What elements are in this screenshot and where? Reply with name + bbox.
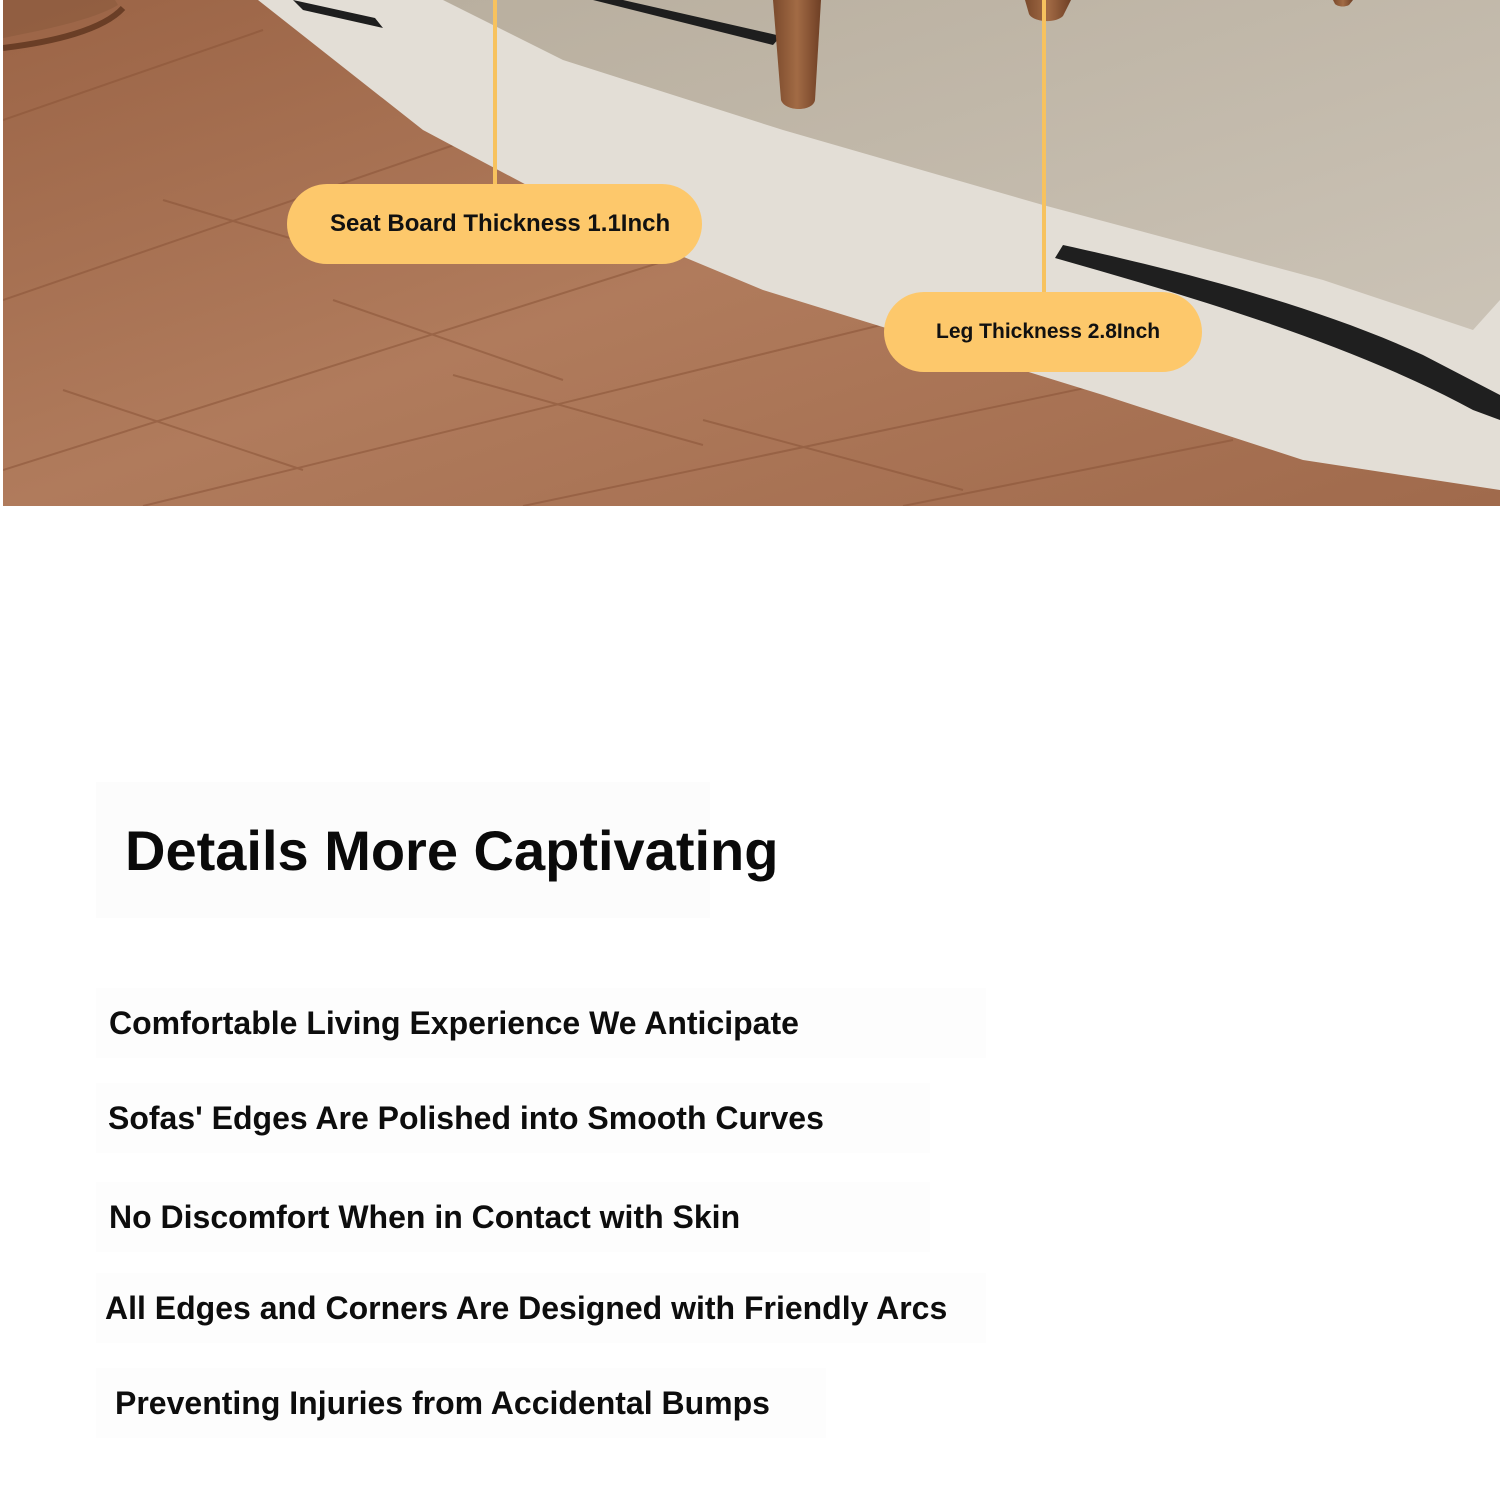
leg-leader-line (1042, 0, 1046, 294)
seat-board-leader-line (493, 0, 497, 186)
detail-line-3: No Discomfort When in Contact with Skin (96, 1182, 930, 1252)
leg-thickness-label: Leg Thickness 2.8Inch (936, 320, 1161, 343)
product-photo (3, 0, 1500, 506)
floor-rug-illustration (3, 0, 1500, 506)
leg-thickness-callout (884, 292, 1202, 372)
seat-board-thickness-callout (287, 184, 702, 264)
detail-line-4: All Edges and Corners Are Designed with Friendly Arcs (96, 1273, 986, 1343)
section-title: Details More Captivating (96, 782, 710, 918)
detail-line-2: Sofas' Edges Are Polished into Smooth Curves (96, 1083, 930, 1153)
seat-board-thickness-label: Seat Board Thickness 1.1Inch (330, 210, 671, 237)
detail-line-1: Comfortable Living Experience We Anticipate (96, 988, 986, 1058)
detail-line-5: Preventing Injuries from Accidental Bumps (96, 1368, 826, 1438)
